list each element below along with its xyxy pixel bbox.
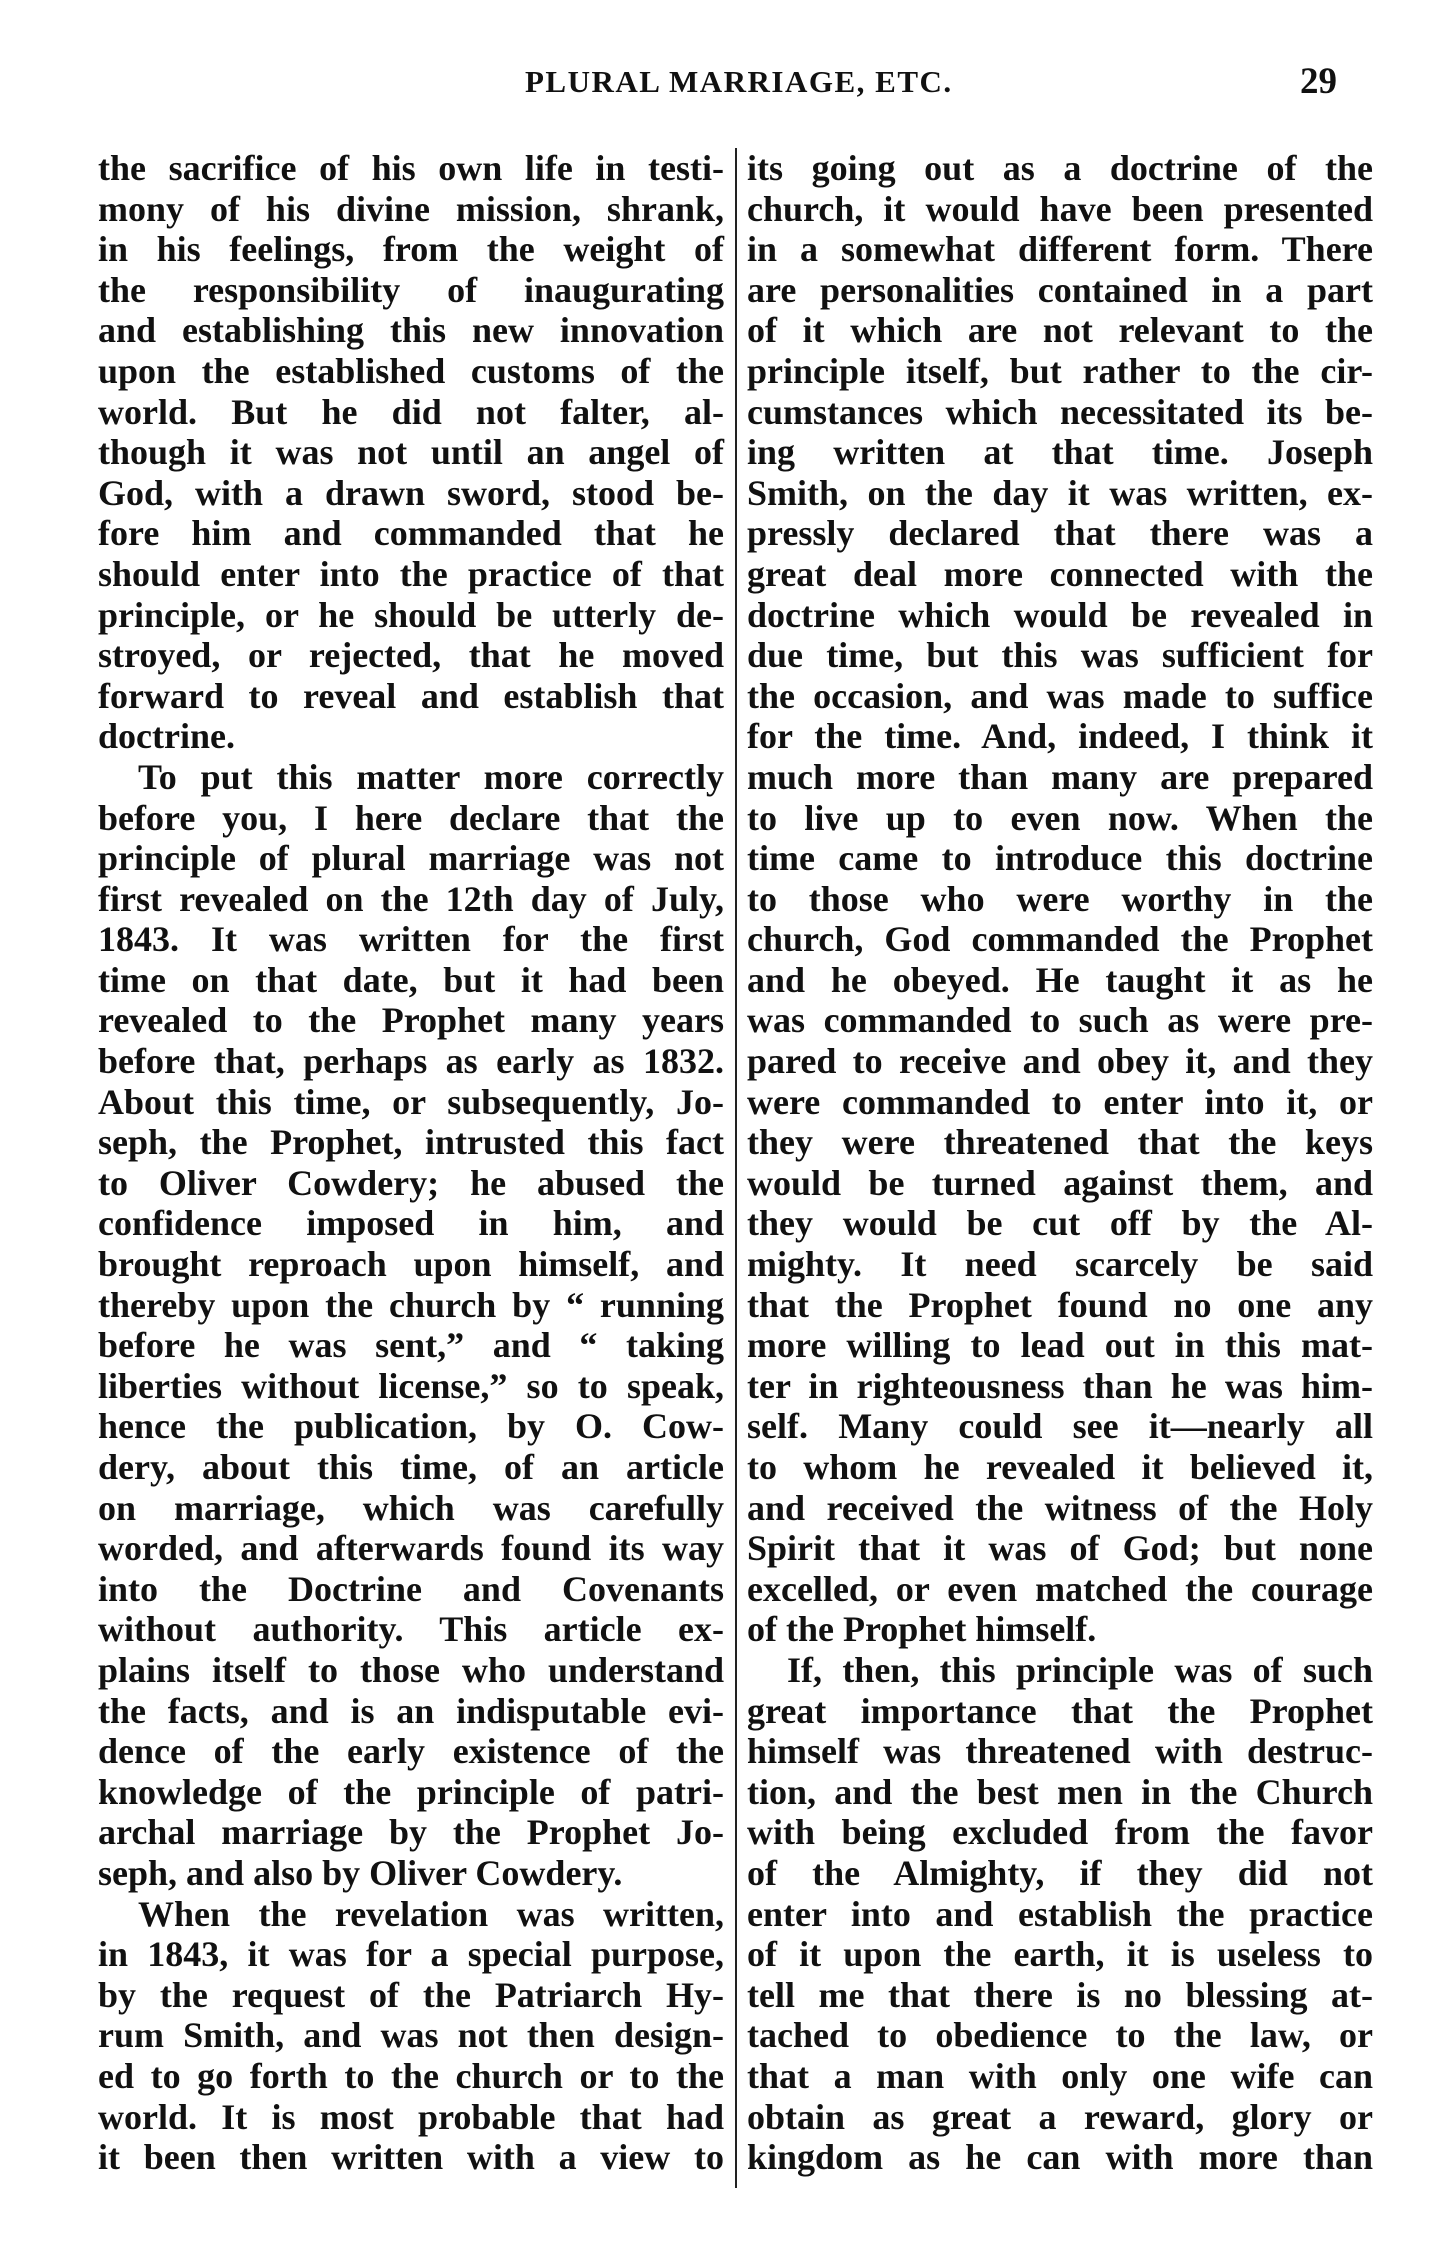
text-line: due time, but this was sufficient for	[747, 635, 1373, 676]
page-number: 29	[1300, 61, 1337, 102]
text-line: great deal more connected with the	[747, 553, 1373, 594]
text-line: in a somewhat different form. There	[747, 229, 1373, 270]
text-line: kingdom as he can with more than	[747, 2137, 1373, 2178]
text-line: time on that date, but it had been	[98, 959, 724, 1000]
text-line: with being excluded from the favor	[747, 1812, 1373, 1853]
text-line: in 1843, it was for a special purpose,	[98, 1934, 724, 1975]
text-line: enter into and establish the practice	[747, 1893, 1373, 1934]
text-line: When the revelation was written,	[138, 1893, 724, 1934]
text-line: 1843. It was written for the first	[98, 919, 724, 960]
text-line: though it was not until an angel of	[98, 432, 724, 473]
text-line: into the Doctrine and Covenants	[98, 1568, 724, 1609]
text-line: more willing to lead out in this mat-	[747, 1325, 1373, 1366]
text-line: mighty. It need scarcely be said	[747, 1244, 1373, 1285]
text-line: mony of his divine mission, shrank,	[98, 188, 724, 229]
text-line: upon the established customs of the	[98, 350, 724, 391]
text-line: church, it would have been presented	[747, 188, 1373, 229]
text-line: excelled, or even matched the courage	[747, 1568, 1373, 1609]
text-line: it been then written with a view to	[98, 2137, 724, 2178]
text-line: of the Almighty, if they did not	[747, 1852, 1373, 1893]
text-line: the facts, and is an indisputable evi-	[98, 1690, 724, 1731]
text-line: doctrine.	[98, 716, 235, 757]
text-line: ing written at that time. Joseph	[747, 432, 1373, 473]
text-line: before that, perhaps as early as 1832.	[98, 1041, 724, 1082]
text-line: knowledge of the principle of patri-	[98, 1771, 724, 1812]
text-line: tached to obedience to the law, or	[747, 2015, 1373, 2056]
left-column	[98, 148, 724, 2178]
text-line: that the Prophet found no one any	[747, 1284, 1373, 1325]
text-line: church, God commanded the Prophet	[747, 919, 1373, 960]
text-line: of the Prophet himself.	[747, 1609, 1097, 1650]
text-line: ter in righteousness than he was him-	[747, 1365, 1373, 1406]
text-line: seph, the Prophet, intrusted this fact	[98, 1122, 724, 1163]
running-title: PLURAL MARRIAGE, ETC.	[525, 64, 953, 99]
text-line: dence of the early existence of the	[98, 1731, 724, 1772]
text-line: plains itself to those who understand	[98, 1649, 724, 1690]
text-line: God, with a drawn sword, stood be-	[98, 472, 724, 513]
text-line: ed to go forth to the church or to the	[98, 2055, 724, 2096]
text-line: were commanded to enter into it, or	[747, 1081, 1373, 1122]
text-line: worded, and afterwards found its way	[98, 1528, 724, 1569]
text-line: was commanded to such as were pre-	[747, 1000, 1373, 1041]
text-line: and received the witness of the Holy	[747, 1487, 1373, 1528]
text-line: are personalities contained in a part	[747, 269, 1373, 310]
text-line: the responsibility of inaugurating	[98, 269, 724, 310]
text-line: fore him and commanded that he	[98, 513, 724, 554]
text-line: much more than many are prepared	[747, 756, 1373, 797]
text-line: first revealed on the 12th day of July,	[98, 878, 724, 919]
text-line: principle of plural marriage was not	[98, 838, 724, 879]
text-line: forward to reveal and establish that	[98, 675, 724, 716]
text-line: they would be cut off by the Al-	[747, 1203, 1373, 1244]
text-line: should enter into the practice of that	[98, 553, 724, 594]
text-line: self. Many could see it—nearly all	[747, 1406, 1373, 1447]
text-line: principle itself, but rather to the cir-	[747, 350, 1373, 391]
text-line: cumstances which necessitated its be-	[747, 391, 1373, 432]
text-line: pressly declared that there was a	[747, 513, 1373, 554]
text-line: before you, I here declare that the	[98, 797, 724, 838]
text-line: pared to receive and obey it, and they	[747, 1041, 1373, 1082]
text-line: world. It is most probable that had	[98, 2096, 724, 2137]
right-column	[747, 148, 1373, 2178]
text-line: its going out as a doctrine of the	[747, 148, 1373, 188]
text-line: obtain as great a reward, glory or	[747, 2096, 1373, 2137]
text-line: of it upon the earth, it is useless to	[747, 1934, 1373, 1975]
text-line: liberties without license,” so to speak,	[98, 1365, 724, 1406]
text-line: of it which are not relevant to the	[747, 310, 1373, 351]
column-divider	[735, 148, 737, 2188]
text-line: would be turned against them, and	[747, 1162, 1373, 1203]
text-line: in his feelings, from the weight of	[98, 229, 724, 270]
text-line: hence the publication, by O. Cow-	[98, 1406, 724, 1447]
text-line: to Oliver Cowdery; he abused the	[98, 1162, 724, 1203]
text-line: About this time, or subsequently, Jo-	[98, 1081, 724, 1122]
text-line: seph, and also by Oliver Cowdery.	[98, 1852, 623, 1893]
text-line: Smith, on the day it was written, ex-	[747, 472, 1373, 513]
text-line: and establishing this new innovation	[98, 310, 724, 351]
text-line: they were threatened that the keys	[747, 1122, 1373, 1163]
text-line: confidence imposed in him, and	[98, 1203, 724, 1244]
text-line: principle, or he should be utterly de-	[98, 594, 724, 635]
text-line: great importance that the Prophet	[747, 1690, 1373, 1731]
text-line: to those who were worthy in the	[747, 878, 1373, 919]
text-line: tell me that there is no blessing at-	[747, 1974, 1373, 2015]
text-line: stroyed, or rejected, that he moved	[98, 635, 724, 676]
text-line: to live up to even now. When the	[747, 797, 1373, 838]
text-line: on marriage, which was carefully	[98, 1487, 724, 1528]
text-line: the occasion, and was made to suffice	[747, 675, 1373, 716]
text-line: world. But he did not falter, al-	[98, 391, 724, 432]
text-line: Spirit that it was of God; but none	[747, 1528, 1373, 1569]
text-line: rum Smith, and was not then design-	[98, 2015, 724, 2056]
text-line: the sacrifice of his own life in testi-	[98, 148, 724, 188]
text-line: time came to introduce this doctrine	[747, 838, 1373, 879]
text-line: dery, about this time, of an article	[98, 1447, 724, 1487]
text-line: tion, and the best men in the Church	[747, 1771, 1373, 1812]
text-line: doctrine which would be revealed in	[747, 594, 1373, 635]
text-line: that a man with only one wife can	[747, 2055, 1373, 2096]
text-line: To put this matter more correctly	[138, 756, 724, 797]
text-line: If, then, this principle was of such	[787, 1649, 1373, 1690]
text-line: by the request of the Patriarch Hy-	[98, 1974, 724, 2015]
text-line: revealed to the Prophet many years	[98, 1000, 724, 1041]
text-line: and he obeyed. He taught it as he	[747, 959, 1373, 1000]
text-line: to whom he revealed it believed it,	[747, 1447, 1373, 1487]
page-header	[0, 61, 1440, 114]
text-line: before he was sent,” and “ taking	[98, 1325, 724, 1366]
text-line: for the time. And, indeed, I think it	[747, 716, 1373, 757]
text-line: without authority. This article ex-	[98, 1609, 724, 1650]
text-line: thereby upon the church by “ running	[98, 1284, 724, 1325]
text-line: archal marriage by the Prophet Jo-	[98, 1812, 724, 1853]
text-line: brought reproach upon himself, and	[98, 1244, 724, 1285]
text-line: himself was threatened with destruc-	[747, 1731, 1373, 1772]
